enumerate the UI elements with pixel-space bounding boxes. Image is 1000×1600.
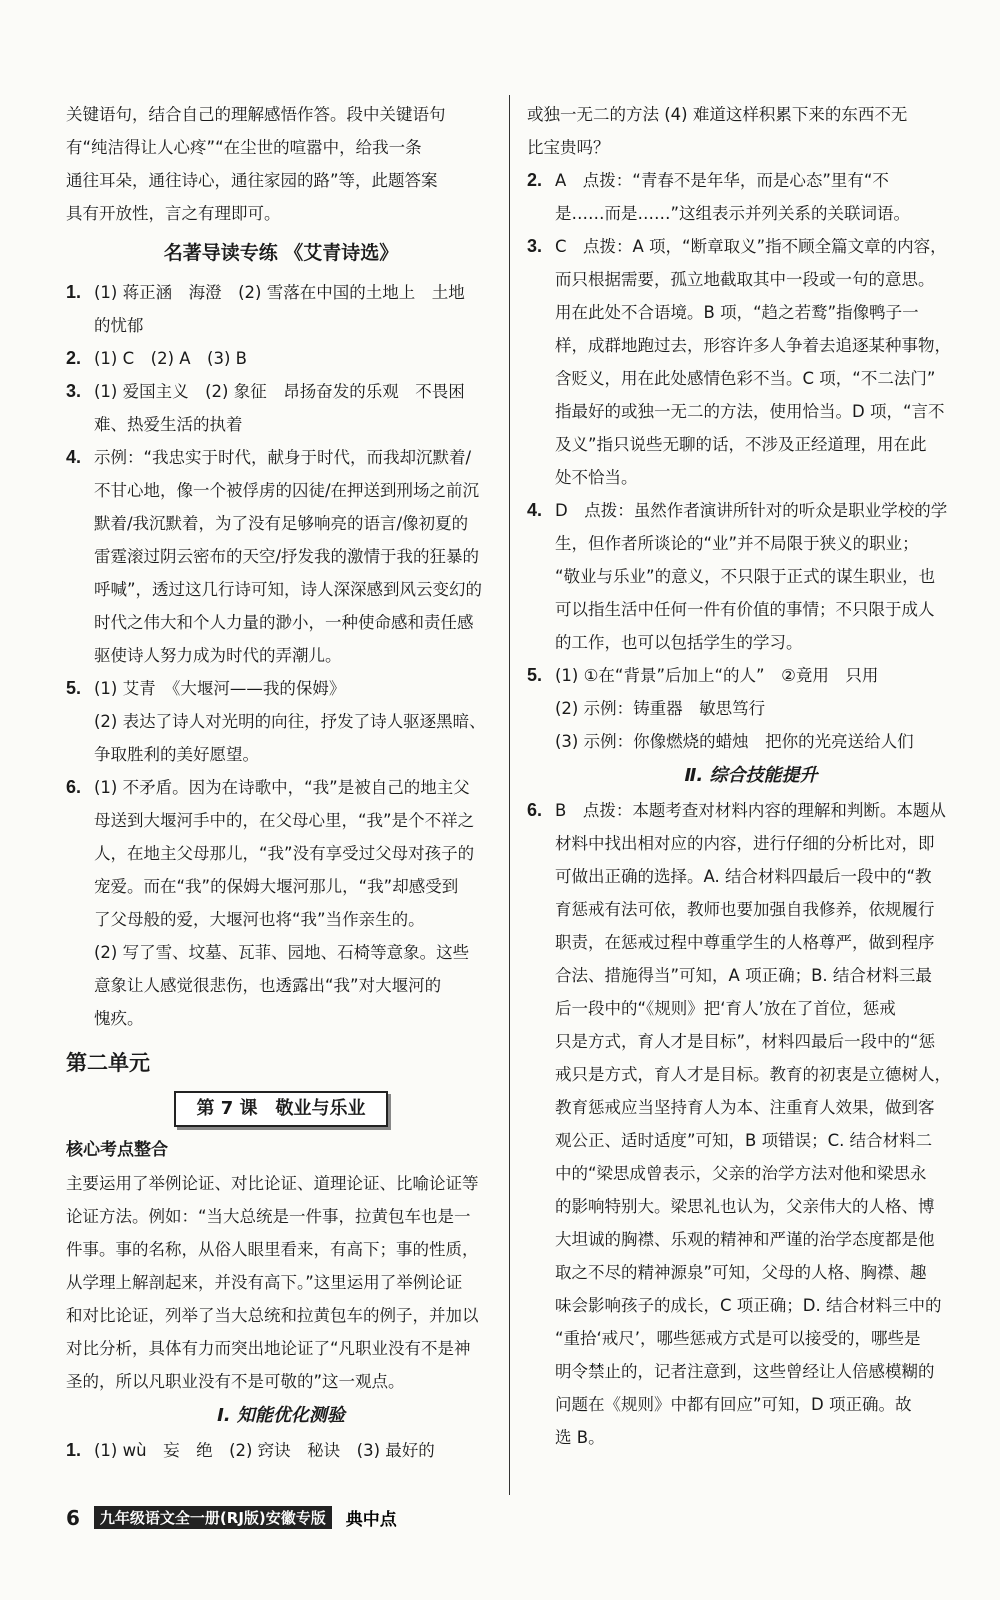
item-line: 职责，在惩戒过程中尊重学生的人格尊严，做到程序 <box>555 933 935 952</box>
right-column <box>527 98 975 1454</box>
item-line: 只是方式，育人才是目标”，材料四最后一段中的“惩 <box>555 1032 936 1051</box>
item-number: 6. <box>527 800 543 820</box>
item-line: (2) 示例：铸重器 敏思笃行 <box>555 699 766 718</box>
item-line: 味会影响孩子的成长，C 项正确；D. 结合材料三中的 <box>555 1296 942 1315</box>
answer-item <box>527 164 975 230</box>
item-line: 呼喊”，透过这几行诗可知，诗人深深感到风云变幻的 <box>94 580 483 599</box>
item-line: 可以指生活中任何一件有价值的事情；不只限于成人 <box>555 600 935 619</box>
item-line: 大坦诚的胸襟、乐观的精神和严谨的治学态度都是他 <box>555 1230 935 1249</box>
core-title: 核心考点整合 <box>66 1140 168 1160</box>
unit-title: 第二单元 <box>66 1051 150 1075</box>
item-line: 默着/我沉默着，为了没有足够响亮的语言/像初夏的 <box>94 514 469 533</box>
item-line: (1) 艾青 《大堰河——我的保姆》 <box>94 679 346 698</box>
item-line: 合法、措施得当”可知，A 项正确；B. 结合材料三最 <box>555 966 932 985</box>
intro-line: 具有开放性，言之有理即可。 <box>66 204 281 223</box>
item-number: 3. <box>66 381 82 401</box>
item-number: 4. <box>527 500 543 520</box>
item-line: (1) 蒋正涵 海澄 (2) 雪落在中国的土地上 土地 <box>94 283 465 302</box>
item-body <box>94 342 496 375</box>
item-line: D 点拨：虽然作者演讲所针对的听众是职业学校的学 <box>555 501 948 520</box>
page-footer <box>66 1505 397 1530</box>
item-line: 的工作，也可以包括学生的学习。 <box>555 633 803 652</box>
item-line: 而只根据需要，孤立地截取其中一段或一句的意思。 <box>555 270 935 289</box>
answer-item <box>66 1434 496 1467</box>
item-line: 人，在地主父母那儿，“我”没有享受过父母对孩子的 <box>94 844 475 863</box>
item-line: 了父母般的爱，大堰河也将“我”当作亲生的。 <box>94 910 425 929</box>
item-line: 争取胜利的美好愿望。 <box>94 745 259 764</box>
item-line: 取之不尽的精神源泉”可知，父母的人格、胸襟、趣 <box>555 1263 927 1282</box>
core-line: 件事。事的名称，从俗人眼里看来，有高下；事的性质， <box>66 1240 479 1259</box>
core-line: 主要运用了举例论证、对比论证、道理论证、比喻论证等 <box>66 1174 479 1193</box>
item-body <box>555 164 975 230</box>
core-line: 和对比论证，列举了当大总统和拉黄包车的例子，并加以 <box>66 1306 479 1325</box>
item-line: 的忧郁 <box>94 316 144 335</box>
item-body <box>555 230 975 494</box>
item-line: (3) 示例：你像燃烧的蜡烛 把你的光亮送给人们 <box>555 732 914 751</box>
item-line: (2) 表达了诗人对光明的向往，抒发了诗人驱逐黑暗、 <box>94 712 486 731</box>
item-line: 处不恰当。 <box>555 468 638 487</box>
intro-line: 有“纯洁得让人心疼”“在尘世的喧嚣中，给我一条 <box>66 138 422 157</box>
page-number: 6 <box>66 1505 80 1530</box>
item-line: 的影响特别大。梁思礼也认为，父亲伟大的人格、博 <box>555 1197 935 1216</box>
item-number: 2. <box>527 170 543 190</box>
answer-item <box>66 441 496 672</box>
item-line: 是……而是……”这组表示并列关系的关联词语。 <box>555 204 911 223</box>
answer-item <box>66 771 496 1035</box>
item-line: 育惩戒有法可依，教师也要加强自我修养，依规履行 <box>555 900 935 919</box>
item-line: 雷霆滚过阴云密布的天空/抒发我的激情于我的狂暴的 <box>94 547 480 566</box>
item-line: A 点拨：“青春不是年华，而是心态”里有“不 <box>555 171 889 190</box>
item-line: 用在此处不合语境。B 项，“趋之若鹜”指像鸭子一 <box>555 303 919 322</box>
item-line: “敬业与乐业”的意义，不只限于正式的谋生职业，也 <box>555 567 936 586</box>
book-title: 九年级语文全一册(RJ版)安徽专版 <box>94 1506 332 1529</box>
item-line: 问题在《规则》中都有回应”可知，D 项正确。故 <box>555 1395 912 1414</box>
column-divider <box>509 95 510 1495</box>
item-line: 教育惩戒应当坚持育人为本、注重育人效果，做到客 <box>555 1098 935 1117</box>
answer-item <box>527 230 975 494</box>
item-line: 材料中找出相对应的内容，进行仔细的分析比对，即 <box>555 834 935 853</box>
item-line: 选 B。 <box>555 1428 605 1447</box>
section-title: 名著导读专练 《艾青诗选》 <box>163 242 399 264</box>
core-line: 圣的，所以凡职业没有不是可敬的”这一观点。 <box>66 1372 405 1391</box>
item-number: 2. <box>66 348 82 368</box>
answer-item <box>527 794 975 1454</box>
intro-line: 通往耳朵，通往诗心，通往家园的路”等，此题答案 <box>66 171 438 190</box>
answer-item <box>66 276 496 342</box>
left-column <box>66 98 496 1467</box>
item-line: 戒只是方式，育人才是目标。教育的初衷是立德树人， <box>555 1065 951 1084</box>
intro-line: 关键语句，结合自己的理解感悟作答。段中关键语句 <box>66 105 446 124</box>
item-body <box>94 441 496 672</box>
item-line: 示例：“我忠实于时代，献身于时代，而我却沉默着/ <box>94 448 472 467</box>
item-number: 4. <box>66 447 82 467</box>
part-title: Ⅱ. 综合技能提升 <box>684 765 818 786</box>
item-number: 1. <box>66 282 82 302</box>
item-line: 难、热爱生活的执着 <box>94 415 243 434</box>
core-line: 论证方法。例如：“当大总统是一件事，拉黄包车也是一 <box>66 1207 471 1226</box>
core-line: 从学理上解剖起来，并没有高下。”这里运用了举例论证 <box>66 1273 463 1292</box>
item-line: (1) 爱国主义 (2) 象征 昂扬奋发的乐观 不畏困 <box>94 382 465 401</box>
item-line: 生，但作者所谈论的“业”并不局限于狭义的职业； <box>555 534 919 553</box>
item-line: 不甘心地，像一个被俘虏的囚徒/在押送到刑场之前沉 <box>94 481 480 500</box>
item-line: “重拾‘戒尺’，哪些惩戒方式是可以接受的，哪些是 <box>555 1329 921 1348</box>
item-line: 可做出正确的选择。A. 结合材料四最后一段中的“教 <box>555 867 932 886</box>
item-line: 宠爱。而在“我”的保姆大堰河那儿，“我”却感受到 <box>94 877 459 896</box>
answer-item <box>66 672 496 771</box>
item-line: 驱使诗人努力成为时代的弄潮儿。 <box>94 646 342 665</box>
intro-line: 或独一无二的方法 (4) 难道这样积累下来的东西不无 <box>527 105 908 124</box>
item-line: 愧疚。 <box>94 1009 144 1028</box>
item-number: 3. <box>527 236 543 256</box>
item-line: (1) C (2) A (3) B <box>94 349 247 368</box>
item-line: 母送到大堰河手中的，在父母心里，“我”是个不祥之 <box>94 811 475 830</box>
item-line: 观公正、适时适度”可知，B 项错误；C. 结合材料二 <box>555 1131 933 1150</box>
item-body <box>94 771 496 1035</box>
item-line: 及义”指只说些无聊的话，不涉及正经道理，用在此 <box>555 435 927 454</box>
lesson-title: 第 7 课 敬业与乐业 <box>174 1091 388 1127</box>
item-body <box>94 672 496 771</box>
item-body <box>555 659 975 758</box>
item-line: (1) ①在“背景”后加上“的人” ②竟用 只用 <box>555 666 879 685</box>
item-line: 样，成群地跑过去，形容许多人争着去追逐某种事物， <box>555 336 951 355</box>
item-line: 含贬义，用在此处感情色彩不当。C 项，“不二法门” <box>555 369 936 388</box>
core-line: 对比分析，具体有力而突出地论证了“凡职业没有不是神 <box>66 1339 471 1358</box>
item-line: (1) 不矛盾。因为在诗歌中，“我”是被自己的地主父 <box>94 778 470 797</box>
item-line: (1) wù 妄 绝 (2) 窍诀 秘诀 (3) 最好的 <box>94 1441 435 1460</box>
answer-item <box>66 375 496 441</box>
item-body <box>94 375 496 441</box>
item-line: 明令禁止的，记者注意到，这些曾经让人倍感模糊的 <box>555 1362 935 1381</box>
brand-mark: 典中点 <box>345 1510 397 1530</box>
item-line: B 点拨：本题考查对材料内容的理解和判断。本题从 <box>555 801 946 820</box>
item-number: 6. <box>66 777 82 797</box>
intro-line: 比宝贵吗？ <box>527 138 610 157</box>
item-line: 指最好的或独一无二的方法，使用恰当。D 项，“言不 <box>555 402 945 421</box>
item-body <box>94 276 496 342</box>
answer-item <box>527 659 975 758</box>
item-line: 中的“梁思成曾表示，父亲的治学方法对他和梁思永 <box>555 1164 927 1183</box>
answer-item <box>527 494 975 659</box>
item-line: 意象让人感觉很悲伤，也透露出“我”对大堰河的 <box>94 976 442 995</box>
item-line: 后一段中的“《规则》把‘育人’放在了首位，惩戒 <box>555 999 896 1018</box>
item-number: 5. <box>527 665 543 685</box>
item-body <box>555 794 975 1454</box>
part-title: Ⅰ. 知能优化测验 <box>217 1405 345 1426</box>
item-number: 1. <box>66 1440 82 1460</box>
answer-item <box>66 342 496 375</box>
item-line: (2) 写了雪、坟墓、瓦菲、园地、石椅等意象。这些 <box>94 943 470 962</box>
item-body <box>555 494 975 659</box>
item-line: C 点拨：A 项，“断章取义”指不顾全篇文章的内容， <box>555 237 947 256</box>
item-line: 时代之伟大和个人力量的渺小，一种使命感和责任感 <box>94 613 474 632</box>
item-number: 5. <box>66 678 82 698</box>
